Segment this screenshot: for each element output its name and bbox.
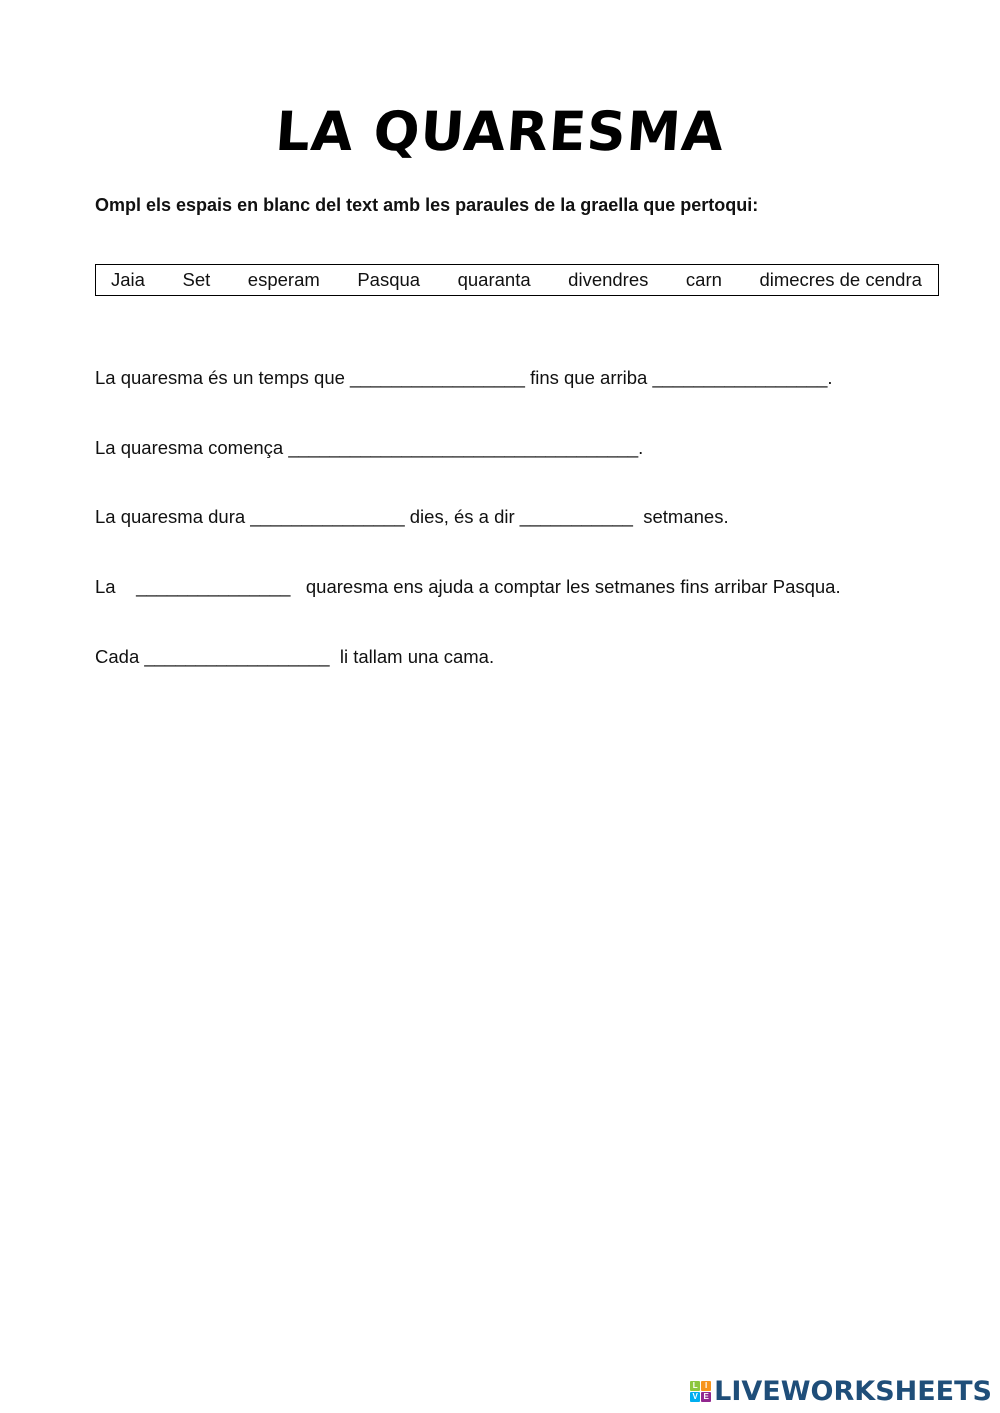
fill-blank-sentence-4[interactable]: La _______________ quaresma ens ajuda a comptar les setmanes fins arribar Pasqua. (95, 576, 841, 597)
logo-mark-letter: E (701, 1392, 711, 1402)
word-bank-item: Jaia (111, 269, 145, 290)
word-bank-item: divendres (568, 269, 649, 290)
word-bank (95, 264, 939, 296)
worksheet-title: LA QUARESMA (273, 100, 727, 163)
word-bank-item: Pasqua (357, 269, 421, 290)
word-bank-item: Set (182, 269, 211, 290)
fill-blank-sentence-5[interactable]: Cada __________________ li tallam una cama. (95, 646, 495, 667)
logo-mark-letter: V (690, 1392, 700, 1402)
word-bank-item: esperam (247, 269, 320, 290)
logo-mark-letter: L (690, 1381, 700, 1391)
liveworksheets-brand-text: LIVEWORKSHEETS (714, 1376, 992, 1407)
word-bank-item: carn (685, 269, 722, 290)
fill-blank-sentence-1[interactable]: La quaresma és un temps que _________________ fins que arriba _________________. (95, 367, 833, 388)
liveworksheets-logo (690, 1376, 992, 1407)
fill-blank-sentence-3[interactable]: La quaresma dura _______________ dies, és a dir ___________ setmanes. (95, 506, 729, 527)
liveworksheets-logo-icon (690, 1381, 711, 1402)
instructions-text: Ompl els espais en blanc del text amb les paraules de la graella que pertoqui: (95, 195, 759, 215)
word-bank-item: dimecres de cendra (759, 269, 922, 290)
logo-mark-letter: I (701, 1381, 711, 1391)
word-bank-item: quaranta (457, 269, 531, 290)
fill-blank-sentence-2[interactable]: La quaresma comença __________________________________. (95, 437, 644, 458)
